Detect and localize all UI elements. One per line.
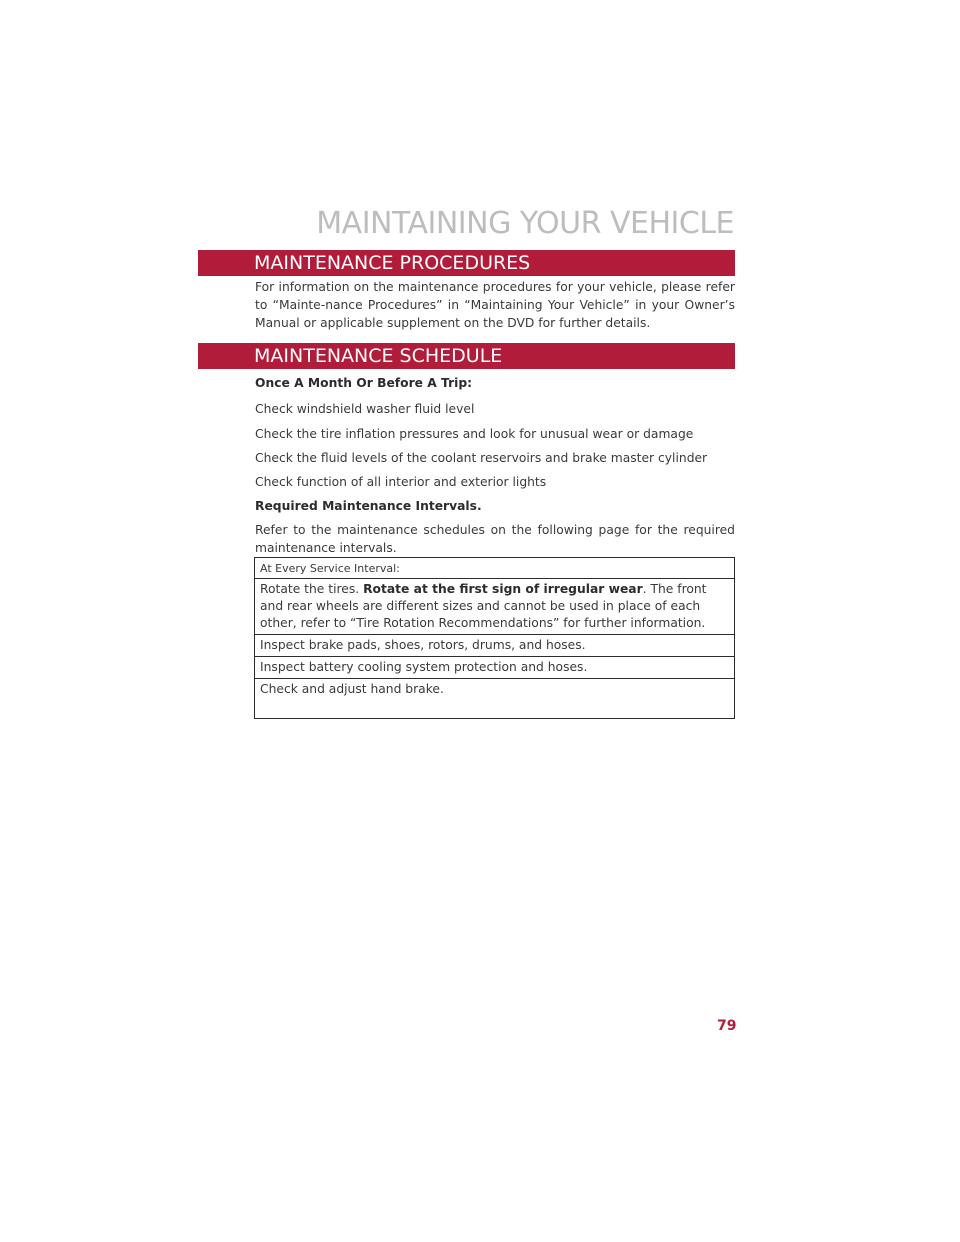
running-head: MAINTAINING YOUR VEHICLE — [316, 206, 734, 241]
maintenance-procedures-heading: MAINTENANCE PROCEDURES — [198, 250, 735, 276]
monthly-item: Check windshield washer fluid level — [255, 402, 475, 416]
table-header-cell: At Every Service Interval: — [255, 558, 735, 579]
monthly-item: Check the fluid levels of the coolant reservoirs and brake master cylinder — [255, 451, 708, 465]
table-row: Inspect brake pads, shoes, rotors, drums, and hoses. — [255, 635, 735, 657]
page-number: 79 — [717, 1018, 737, 1034]
monthly-item: Check the tire inflation pressures and look for unusual wear or damage — [255, 427, 694, 441]
maintenance-schedule-heading: MAINTENANCE SCHEDULE — [198, 343, 735, 369]
table-row — [255, 579, 735, 635]
row-text: Rotate the tires. — [260, 582, 364, 596]
table-row: Inspect battery cooling system protection and hoses. — [255, 657, 735, 679]
monthly-item: Check function of all interior and exterior lights — [255, 475, 547, 489]
monthly-heading: Once A Month Or Before A Trip: — [255, 376, 473, 390]
required-intervals-heading: Required Maintenance Intervals. — [255, 499, 482, 513]
procedures-paragraph: For information on the maintenance procedures for your vehicle, please refer to “Mainte-nance Procedures” in “Maintaining Your Vehicle” in your Owner’s Manual or applicable supplement on the DVD for further details. — [255, 280, 735, 330]
table-row: Check and adjust hand brake. — [255, 679, 735, 719]
row-text: . The front and rear wheels are different sizes and cannot be used in place of each other, refer to “Tire Rotation Recommendations” for further information. — [260, 582, 707, 630]
row-emphasis: Rotate at the first sign of irregular wear — [363, 582, 643, 596]
required-intervals-text: Refer to the maintenance schedules on the following page for the required maintenance intervals. — [255, 523, 735, 555]
service-interval-table — [254, 557, 735, 719]
